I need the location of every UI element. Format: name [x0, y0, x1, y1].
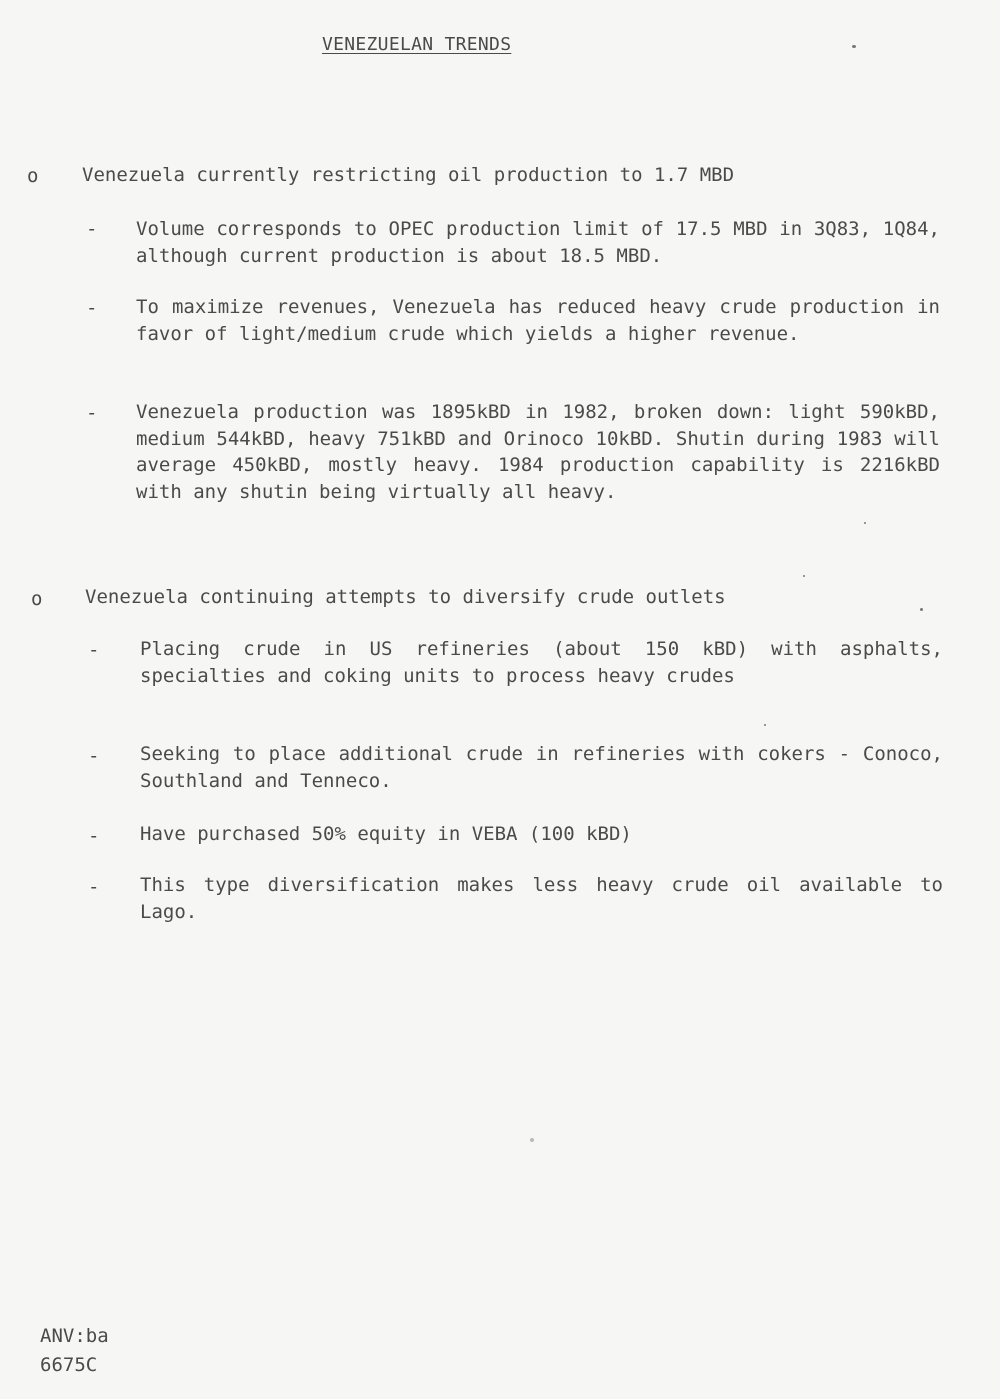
section-2-item-3-dash: -: [88, 825, 100, 847]
section-2-item-3: Have purchased 50% equity in VEBA (100 kBD): [140, 823, 632, 845]
scan-speck: [920, 608, 923, 611]
scan-speck: [764, 724, 766, 726]
section-1-bullet: o: [27, 165, 39, 187]
section-2-heading: Venezuela continuing attempts to diversify crude outlets: [85, 586, 726, 608]
section-2-item-4: This type diversification makes less heavy crude oil available to Lago.: [140, 874, 943, 923]
section-1-item-2: To maximize revenues, Venezuela has reduced heavy crude production in favor of light/medium crude which yields a higher revenue.: [136, 296, 940, 345]
footer-initials: ANV:ba: [40, 1325, 109, 1347]
section-1-item-1-dash: -: [86, 218, 98, 240]
section-1-item-2-dash: -: [86, 297, 98, 319]
scan-speck: [803, 575, 805, 577]
document-title: VENEZUELAN TRENDS: [322, 34, 512, 55]
footer-code: 6675C: [40, 1354, 98, 1376]
scan-speck: [530, 1138, 534, 1142]
section-2-item-1-dash: -: [88, 639, 100, 661]
section-2-item-2: Seeking to place additional crude in refineries with cokers - Conoco, Southland and Tenneco.: [140, 743, 943, 792]
section-1-item-3: Venezuela production was 1895kBD in 1982, broken down: light 590kBD, medium 544kBD, heavy 751kBD and Orinoco 10kBD. Shutin during 1983 will average 450kBD, mostly heavy. 1984 production capability is 2216kBD with any shutin being virtually all heavy.: [136, 401, 940, 503]
section-2-item-2-dash: -: [88, 745, 100, 767]
section-1-item-3-dash: -: [86, 402, 98, 424]
scan-speck: [864, 522, 866, 524]
section-2-bullet: o: [31, 588, 43, 610]
section-2-item-1: Placing crude in US refineries (about 150 kBD) with asphalts, specialties and coking units to process heavy crudes: [140, 638, 943, 687]
section-2-item-4-dash: -: [88, 876, 100, 898]
section-1-heading: Venezuela currently restricting oil production to 1.7 MBD: [82, 164, 735, 186]
section-1-item-1: Volume corresponds to OPEC production limit of 17.5 MBD in 3Q83, 1Q84, although current production is about 18.5 MBD.: [136, 218, 940, 267]
scan-speck: [852, 45, 856, 48]
